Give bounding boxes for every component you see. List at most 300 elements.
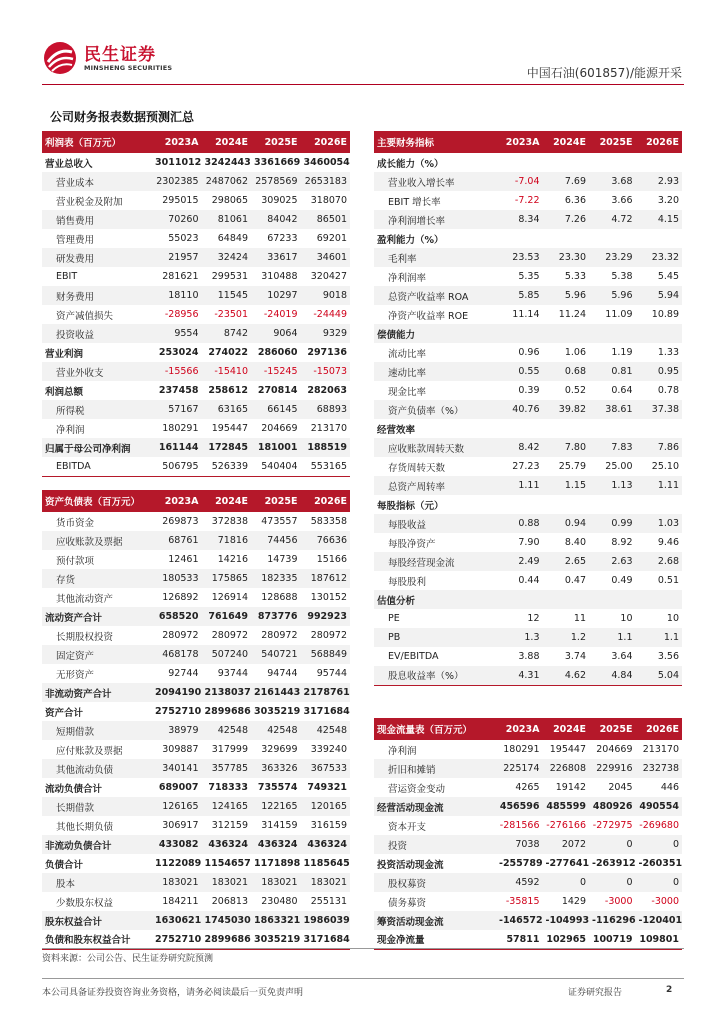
value-cell: 42548 xyxy=(202,721,252,740)
table-row xyxy=(374,609,682,628)
row-label: 偿债能力 xyxy=(374,324,496,343)
row-label: 筹资活动现金流 xyxy=(374,911,496,930)
value-cell: 84042 xyxy=(251,210,301,229)
value-cell: 8.92 xyxy=(611,537,633,548)
value-cell xyxy=(589,324,636,343)
table-row xyxy=(42,400,350,419)
value-cell: 689007 xyxy=(158,782,199,793)
value-cell: 873776 xyxy=(251,607,301,626)
table-row xyxy=(42,835,350,854)
value-cell: 86501 xyxy=(301,210,351,229)
value-cell: 4592 xyxy=(496,873,543,892)
value-cell: 230480 xyxy=(261,896,298,907)
value-cell: 40.76 xyxy=(496,400,543,419)
row-label: 流动比率 xyxy=(388,348,427,360)
table-row xyxy=(374,533,682,552)
value-cell: -260351 xyxy=(638,858,682,869)
value-cell: 357785 xyxy=(202,759,252,778)
table-row xyxy=(42,550,350,569)
row-label: 负债和股东权益合计 xyxy=(42,930,152,949)
report-type: 证券研究报告 xyxy=(568,988,623,998)
value-cell: 7.90 xyxy=(518,537,540,548)
value-cell: 5.96 xyxy=(589,286,636,305)
value-cell: 4.72 xyxy=(589,210,636,229)
row-label: 固定资产 xyxy=(42,645,152,664)
table-row xyxy=(42,778,350,797)
table-row xyxy=(42,191,350,210)
table-row xyxy=(374,362,682,381)
value-cell: 583358 xyxy=(310,516,347,527)
value-cell: 225174 xyxy=(496,759,543,778)
value-cell: 2899686 xyxy=(204,706,251,717)
value-cell: -7.22 xyxy=(514,195,540,206)
table-row xyxy=(374,854,682,873)
value-cell: 1.15 xyxy=(543,476,590,495)
value-cell: 68761 xyxy=(152,531,202,550)
value-cell xyxy=(496,495,543,514)
value-cell: 3011012 xyxy=(155,157,202,168)
value-cell: 14216 xyxy=(217,554,248,565)
value-cell: -276166 xyxy=(546,820,586,831)
table-row xyxy=(374,740,682,759)
row-label: 负债合计 xyxy=(45,859,84,871)
value-cell: 9018 xyxy=(301,286,351,305)
year-header-cell: 2025E xyxy=(589,718,636,740)
value-cell: 9329 xyxy=(301,324,351,343)
value-cell: 473557 xyxy=(261,516,298,527)
value-cell: 213170 xyxy=(642,744,679,755)
value-cell: 172845 xyxy=(202,438,252,457)
value-cell: 93744 xyxy=(217,668,248,679)
value-cell: 19142 xyxy=(555,782,586,793)
value-cell: -15410 xyxy=(202,362,252,381)
row-label: 资产减值损失 xyxy=(56,310,114,322)
value-cell: 92744 xyxy=(168,668,199,679)
value-cell: 456596 xyxy=(496,797,543,816)
row-label: EV/EBITDA xyxy=(388,651,439,662)
value-cell: 11 xyxy=(573,613,586,624)
value-cell: 2045 xyxy=(608,782,633,793)
value-cell: 5.94 xyxy=(636,286,683,305)
table-row xyxy=(42,721,350,740)
value-cell: 95744 xyxy=(316,668,347,679)
value-cell xyxy=(589,153,636,172)
value-cell: 71816 xyxy=(202,531,252,550)
value-cell: 180291 xyxy=(162,423,199,434)
value-cell: 0.88 xyxy=(496,514,543,533)
logo-text-en: MINSHENG SECURITIES xyxy=(84,64,173,72)
value-cell: 183021 xyxy=(202,873,252,892)
value-cell: 204669 xyxy=(596,744,633,755)
header-divider xyxy=(42,84,684,85)
table-row xyxy=(42,324,350,343)
company-label: 中国石油(601857)/能源开采 xyxy=(526,66,682,80)
value-cell: 120165 xyxy=(301,797,351,816)
value-cell: 540404 xyxy=(251,457,301,476)
value-cell xyxy=(496,419,543,438)
row-label: 少数股东权益 xyxy=(56,897,114,909)
value-cell: 11.14 xyxy=(512,309,540,320)
value-cell: 2138037 xyxy=(202,683,252,702)
value-cell: 102965 xyxy=(543,930,590,949)
value-cell: 3171684 xyxy=(301,930,351,949)
table-row xyxy=(374,476,682,495)
table-row xyxy=(42,626,350,645)
value-cell: -15245 xyxy=(251,362,301,381)
row-label: 利润总额 xyxy=(45,386,84,398)
row-label: 营业收入增长率 xyxy=(374,172,496,191)
row-label: 应收账款及票据 xyxy=(42,531,152,550)
value-cell: 63165 xyxy=(202,400,252,419)
value-cell: 39.82 xyxy=(543,400,590,419)
value-cell: 0 xyxy=(543,873,590,892)
value-cell: 0.39 xyxy=(518,385,540,396)
table-row xyxy=(42,645,350,664)
row-label: 流动资产合计 xyxy=(42,607,152,626)
row-label: EBIT 增长率 xyxy=(388,196,441,208)
year-header-cell: 2023A xyxy=(152,490,202,512)
value-cell: 312159 xyxy=(211,820,248,831)
value-cell: 183021 xyxy=(301,873,351,892)
value-cell xyxy=(636,153,683,172)
value-cell: 11.24 xyxy=(558,309,586,320)
value-cell: 0 xyxy=(589,835,636,854)
row-label: 每股收益 xyxy=(374,514,496,533)
value-cell: 66145 xyxy=(251,400,301,419)
table-header-row xyxy=(374,718,682,740)
table-row xyxy=(42,343,350,362)
value-cell: 1171898 xyxy=(254,858,301,869)
value-cell: 317999 xyxy=(211,744,248,755)
value-cell xyxy=(496,153,543,172)
value-cell: 14739 xyxy=(267,554,298,565)
value-cell: 4265 xyxy=(515,782,540,793)
value-cell: 21957 xyxy=(152,248,202,267)
row-label: 营业外收支 xyxy=(42,362,152,381)
value-cell: 124165 xyxy=(202,797,252,816)
table-row xyxy=(42,381,350,400)
year-header-cell: 2026E xyxy=(301,490,351,512)
value-cell: 8.34 xyxy=(496,210,543,229)
value-cell: 1.06 xyxy=(564,347,586,358)
table-row xyxy=(42,419,350,438)
table-row xyxy=(42,607,350,626)
table-row xyxy=(374,514,682,533)
value-cell: 316159 xyxy=(310,820,347,831)
value-cell: 253024 xyxy=(158,347,199,358)
value-cell: 94744 xyxy=(267,668,298,679)
value-cell: 128688 xyxy=(261,592,298,603)
row-label: 经营活动现金流 xyxy=(374,797,496,816)
year-header-cell: 2024E xyxy=(202,131,252,153)
value-cell xyxy=(496,324,543,343)
value-cell: -3000 xyxy=(604,896,633,907)
table-row xyxy=(374,153,682,172)
table-row xyxy=(374,495,682,514)
table-row xyxy=(374,666,682,685)
table-header-row xyxy=(374,131,682,153)
row-label: 估值分析 xyxy=(374,590,496,609)
value-cell xyxy=(543,590,590,609)
footer-divider xyxy=(42,978,684,979)
value-cell: 490554 xyxy=(636,797,683,816)
value-cell: 540721 xyxy=(251,645,301,664)
value-cell: 436324 xyxy=(251,835,301,854)
row-label: 折旧和摊销 xyxy=(374,759,496,778)
value-cell: 5.33 xyxy=(564,271,586,282)
row-label: 所得税 xyxy=(42,400,152,419)
value-cell: 0.44 xyxy=(518,575,540,586)
value-cell: 0 xyxy=(636,835,683,854)
value-cell xyxy=(636,229,683,248)
value-cell: 3.64 xyxy=(611,651,633,662)
value-cell: 8742 xyxy=(202,324,252,343)
value-cell: 76636 xyxy=(301,531,351,550)
value-cell: 2302385 xyxy=(152,172,202,191)
value-cell: -7.04 xyxy=(496,172,543,191)
table-title-cell: 利润表（百万元） xyxy=(42,131,152,153)
table-row xyxy=(374,248,682,267)
table-row xyxy=(42,305,350,324)
row-label: 速动比率 xyxy=(374,362,496,381)
value-cell xyxy=(543,324,590,343)
value-cell xyxy=(496,590,543,609)
table-row xyxy=(42,911,350,930)
table-title-cell: 资产负债表（百万元） xyxy=(42,490,152,512)
row-label: 投资 xyxy=(374,835,496,854)
table-row xyxy=(42,683,350,702)
year-header-cell: 2026E xyxy=(636,131,683,153)
value-cell: 5.45 xyxy=(657,271,679,282)
value-cell: 0 xyxy=(636,873,683,892)
row-label: 其他长期负债 xyxy=(56,821,114,833)
row-label: 股息收益率（%） xyxy=(374,666,496,685)
row-label: 非流动负债合计 xyxy=(42,835,152,854)
row-label: 其他流动资产 xyxy=(56,593,114,605)
row-label: 营运资金变动 xyxy=(388,783,446,795)
row-label: 净利润 xyxy=(56,424,85,436)
value-cell: 232738 xyxy=(636,759,683,778)
value-cell: -277641 xyxy=(545,858,589,869)
value-cell: 2578569 xyxy=(251,172,301,191)
row-label: 投资收益 xyxy=(42,324,152,343)
value-cell: 3460054 xyxy=(303,157,350,168)
value-cell: 372838 xyxy=(211,516,248,527)
row-label: 股权募资 xyxy=(374,873,496,892)
row-label: 长期借款 xyxy=(42,797,152,816)
table-row xyxy=(42,873,350,892)
minsheng-logo-icon xyxy=(42,40,78,76)
table-row xyxy=(374,759,682,778)
value-cell: 0.64 xyxy=(611,385,633,396)
value-cell: 282063 xyxy=(307,385,347,396)
value-cell: 274022 xyxy=(208,347,248,358)
table-row xyxy=(374,286,682,305)
row-label: 应收账款周转天数 xyxy=(374,438,496,457)
row-label: 总资产周转率 xyxy=(374,476,496,495)
value-cell: 229916 xyxy=(589,759,636,778)
value-cell: 23.53 xyxy=(496,248,543,267)
value-cell: 1986039 xyxy=(301,911,351,930)
value-cell: 23.29 xyxy=(589,248,636,267)
value-cell xyxy=(636,495,683,514)
value-cell: 5.85 xyxy=(496,286,543,305)
value-cell: 2178761 xyxy=(301,683,351,702)
table-title-cell: 现金流量表（百万元） xyxy=(374,718,496,740)
value-cell: 299531 xyxy=(211,271,248,282)
table-row xyxy=(42,267,350,286)
value-cell: -281566 xyxy=(499,820,540,831)
row-label: 股本 xyxy=(42,873,152,892)
value-cell: 526339 xyxy=(202,457,252,476)
table-row xyxy=(374,571,682,590)
value-cell: 1863321 xyxy=(251,911,301,930)
value-cell: 280972 xyxy=(162,630,199,641)
value-cell: 258612 xyxy=(208,385,248,396)
row-label: 存货 xyxy=(42,569,152,588)
value-cell: 7.86 xyxy=(636,438,683,457)
value-cell: -24449 xyxy=(313,309,347,320)
value-cell: 195447 xyxy=(549,744,586,755)
value-cell: 226808 xyxy=(543,759,590,778)
value-cell: 109801 xyxy=(636,930,683,949)
row-label: 应付账款及票据 xyxy=(56,745,123,757)
value-cell: 4.62 xyxy=(543,666,590,685)
value-cell: 68893 xyxy=(301,400,351,419)
value-cell: 310488 xyxy=(261,271,298,282)
value-cell: 38.61 xyxy=(589,400,636,419)
value-cell: 2653183 xyxy=(301,172,351,191)
value-cell xyxy=(589,419,636,438)
value-cell: 1429 xyxy=(561,896,586,907)
row-label: 管理费用 xyxy=(56,234,95,246)
value-cell: -15073 xyxy=(301,362,351,381)
row-label: 长期股权投资 xyxy=(56,631,114,643)
row-label: 预付款项 xyxy=(56,555,95,567)
value-cell: 286060 xyxy=(257,347,298,358)
row-label: 存货周转天数 xyxy=(388,462,446,474)
value-cell: 436324 xyxy=(202,835,252,854)
value-cell: 8.40 xyxy=(564,537,586,548)
year-header-cell: 2023A xyxy=(496,131,543,153)
balance-sheet-table xyxy=(42,490,350,950)
value-cell: 2.65 xyxy=(543,552,590,571)
row-label: 债务募资 xyxy=(388,897,427,909)
value-cell: 10 xyxy=(620,613,633,624)
value-cell: 69201 xyxy=(316,233,347,244)
row-label: 总资产收益率 ROA xyxy=(374,286,496,305)
value-cell: 1.13 xyxy=(589,476,636,495)
row-label: 毛利率 xyxy=(374,248,496,267)
value-cell: -3000 xyxy=(651,896,679,907)
row-label: 每股经营现金流 xyxy=(374,552,496,571)
year-header-cell: 2023A xyxy=(152,131,202,153)
value-cell: 70260 xyxy=(152,210,202,229)
value-cell: 3.56 xyxy=(657,651,679,662)
value-cell: 2.68 xyxy=(636,552,683,571)
value-cell: 183021 xyxy=(152,873,202,892)
row-label: 短期借款 xyxy=(42,721,152,740)
row-label: PB xyxy=(374,628,496,647)
table-row xyxy=(42,531,350,550)
value-cell: -116296 xyxy=(589,911,636,930)
value-cell: 2.63 xyxy=(589,552,636,571)
value-cell: 130152 xyxy=(310,592,347,603)
value-cell: 181001 xyxy=(251,438,301,457)
value-cell: 1745030 xyxy=(202,911,252,930)
value-cell: -146572 xyxy=(496,911,543,930)
value-cell: 1.1 xyxy=(636,628,683,647)
disclaimer-text: 本公司具备证券投资咨询业务资格，请务必阅读最后一页免责声明 xyxy=(42,988,304,998)
row-label: 资产负债率（%） xyxy=(374,400,496,419)
value-cell: 507240 xyxy=(202,645,252,664)
table-row xyxy=(42,797,350,816)
value-cell: 3171684 xyxy=(303,706,350,717)
value-cell: 0.94 xyxy=(543,514,590,533)
table-header-row xyxy=(42,490,350,512)
value-cell xyxy=(543,495,590,514)
value-cell: 206813 xyxy=(211,896,248,907)
value-cell: 363326 xyxy=(251,759,301,778)
value-cell: 33617 xyxy=(251,248,301,267)
value-cell: 184211 xyxy=(162,896,199,907)
value-cell: 5.04 xyxy=(636,666,683,685)
row-label: 净资产收益率 ROE xyxy=(388,310,469,322)
row-label: 股东权益合计 xyxy=(42,911,152,930)
table-row xyxy=(374,191,682,210)
row-label: 营业总收入 xyxy=(45,158,93,170)
value-cell: 10.89 xyxy=(651,309,679,320)
value-cell: 0.81 xyxy=(589,362,636,381)
row-label: EBIT xyxy=(56,271,78,282)
value-cell: 4.31 xyxy=(496,666,543,685)
value-cell: 992923 xyxy=(301,607,351,626)
logo-text-cn: 民生证券 xyxy=(84,45,156,65)
table-row xyxy=(374,835,682,854)
value-cell: 7.69 xyxy=(543,172,590,191)
row-label: 每股指标（元） xyxy=(377,500,444,512)
year-header-cell: 2023A xyxy=(496,718,543,740)
value-cell: 161144 xyxy=(152,438,202,457)
table-row xyxy=(374,419,682,438)
year-header-cell: 2024E xyxy=(543,718,590,740)
value-cell: 81061 xyxy=(202,210,252,229)
row-label: 净利润增长率 xyxy=(374,210,496,229)
value-cell: 485599 xyxy=(543,797,590,816)
value-cell: 658520 xyxy=(152,607,202,626)
row-label: 现金净流量 xyxy=(374,930,496,949)
row-label: 经营效率 xyxy=(377,424,416,436)
value-cell: 195447 xyxy=(211,423,248,434)
table-row xyxy=(374,628,682,647)
value-cell: 0.52 xyxy=(564,385,586,396)
row-label: 营业税金及附加 xyxy=(56,196,123,208)
row-label: 货币资金 xyxy=(56,517,95,529)
value-cell: 3.74 xyxy=(564,651,586,662)
table-row xyxy=(42,457,350,476)
table-row xyxy=(42,229,350,248)
value-cell: 1.03 xyxy=(636,514,683,533)
value-cell: 1.11 xyxy=(636,476,683,495)
value-cell xyxy=(636,324,683,343)
value-cell: 298065 xyxy=(211,195,248,206)
value-cell: 57167 xyxy=(152,400,202,419)
value-cell: 1.2 xyxy=(543,628,590,647)
value-cell: 8.42 xyxy=(496,438,543,457)
table-row xyxy=(374,381,682,400)
row-label: 资产合计 xyxy=(45,707,84,719)
value-cell: -269680 xyxy=(639,820,679,831)
